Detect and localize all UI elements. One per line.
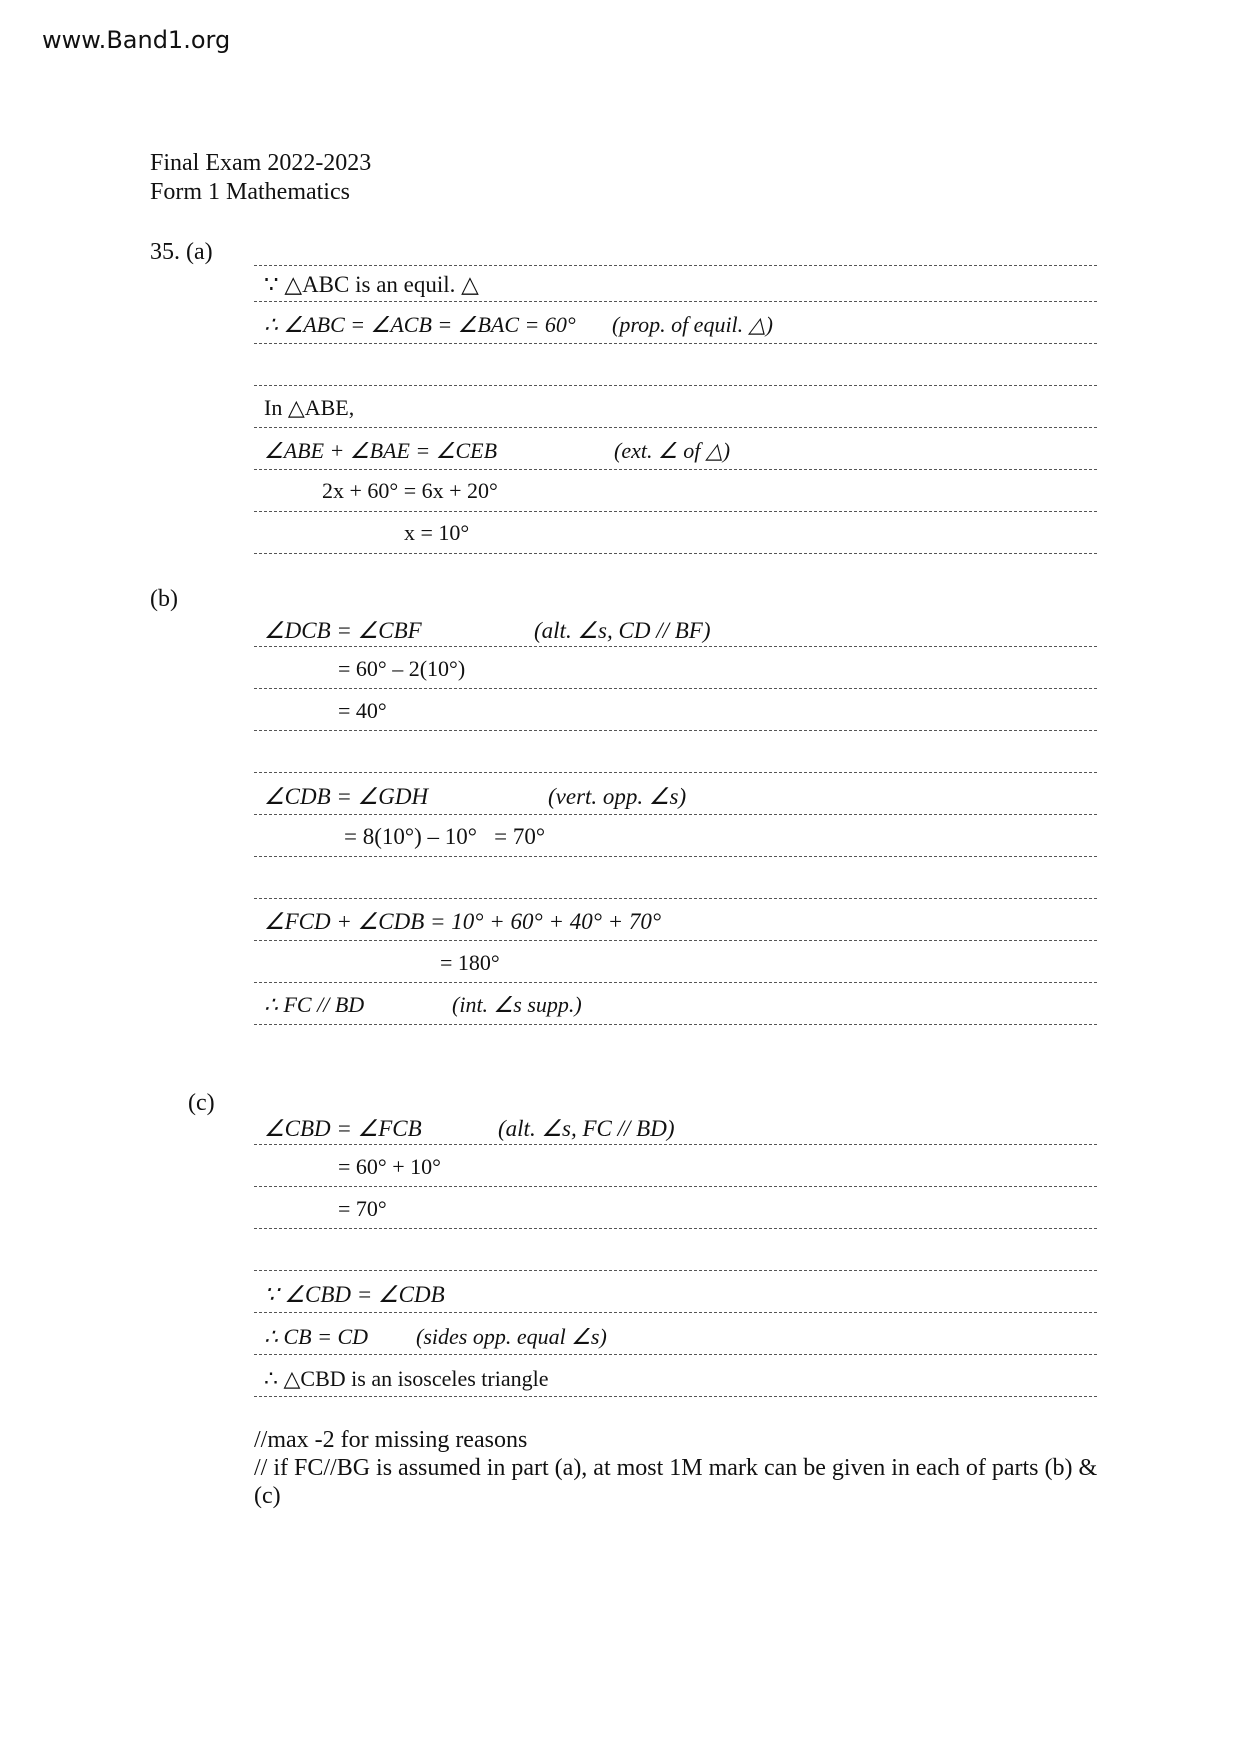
part-a-line-6: x = 10° bbox=[404, 520, 470, 545]
answer-rule bbox=[254, 301, 1097, 302]
answer-rule bbox=[254, 1228, 1097, 1229]
answer-rule bbox=[254, 265, 1097, 266]
answer-rule bbox=[254, 1144, 1097, 1145]
part-b-line-4-reason: (vert. opp. ∠s) bbox=[548, 784, 687, 809]
part-c-line-2: = 60° + 10° bbox=[338, 1154, 441, 1179]
part-c-line-4: ∵ ∠CBD = ∠CDB bbox=[264, 1282, 445, 1307]
part-b-line-4: ∠CDB = ∠GDH bbox=[264, 784, 429, 809]
answer-rule bbox=[254, 385, 1097, 386]
answer-rule bbox=[254, 898, 1097, 899]
question-label: 35. (a) bbox=[150, 239, 213, 265]
answer-rule bbox=[254, 856, 1097, 857]
part-b-line-8-reason: (int. ∠s supp.) bbox=[452, 992, 582, 1017]
site-watermark: www.Band1.org bbox=[42, 26, 231, 54]
part-a-line-5: 2x + 60° = 6x + 20° bbox=[322, 478, 498, 503]
answer-rule bbox=[254, 814, 1097, 815]
answer-rule bbox=[254, 646, 1097, 647]
answer-rule bbox=[254, 343, 1097, 344]
marking-note-2: // if FC//BG is assumed in part (a), at most 1M mark can be given in each of parts (b) & (c) bbox=[254, 1455, 1098, 1509]
part-b-line-6: ∠FCD + ∠CDB = 10° + 60° + 40° + 70° bbox=[264, 909, 662, 934]
answer-rule bbox=[254, 688, 1097, 689]
part-c-line-5: ∴ CB = CD bbox=[264, 1324, 369, 1349]
part-b-line-2: = 60° – 2(10°) bbox=[338, 656, 466, 681]
exam-subject: Form 1 Mathematics bbox=[150, 179, 350, 205]
part-c-line-3: = 70° bbox=[338, 1196, 387, 1221]
answer-rule bbox=[254, 553, 1097, 554]
part-b-line-8: ∴ FC // BD bbox=[264, 992, 365, 1017]
answer-rule bbox=[254, 1354, 1097, 1355]
answer-rule bbox=[254, 427, 1097, 428]
part-b-line-1: ∠DCB = ∠CBF bbox=[264, 618, 422, 643]
answer-rule bbox=[254, 1312, 1097, 1313]
answer-rule bbox=[254, 511, 1097, 512]
part-b-label: (b) bbox=[150, 586, 178, 612]
answer-rule bbox=[254, 1186, 1097, 1187]
part-c-line-1: ∠CBD = ∠FCB bbox=[264, 1116, 422, 1141]
answer-rule bbox=[254, 1024, 1097, 1025]
part-c-line-5-reason: (sides opp. equal ∠s) bbox=[416, 1324, 607, 1349]
answer-rule bbox=[254, 1396, 1097, 1397]
answer-rule bbox=[254, 772, 1097, 773]
part-a-line-2-reason: (prop. of equil. △) bbox=[612, 312, 773, 337]
part-c-line-1-reason: (alt. ∠s, FC // BD) bbox=[498, 1116, 675, 1141]
answer-rule bbox=[254, 940, 1097, 941]
part-a-line-3: In △ABE, bbox=[264, 395, 355, 420]
answer-rule bbox=[254, 730, 1097, 731]
part-b-line-7: = 180° bbox=[440, 950, 500, 975]
answer-rule bbox=[254, 1270, 1097, 1271]
part-b-line-5: = 8(10°) – 10° = 70° bbox=[344, 824, 546, 849]
part-a-line-1: ∵ △ABC is an equil. △ bbox=[264, 272, 479, 297]
part-b-line-1-reason: (alt. ∠s, CD // BF) bbox=[534, 618, 711, 643]
part-a-line-4-reason: (ext. ∠ of △) bbox=[614, 438, 731, 463]
answer-rule bbox=[254, 982, 1097, 983]
marking-note-1: //max -2 for missing reasons bbox=[254, 1427, 528, 1453]
part-c-label: (c) bbox=[188, 1090, 215, 1116]
part-b-line-3: = 40° bbox=[338, 698, 387, 723]
exam-title: Final Exam 2022-2023 bbox=[150, 150, 372, 176]
part-c-line-6: ∴ △CBD is an isosceles triangle bbox=[264, 1366, 549, 1391]
answer-rule bbox=[254, 469, 1097, 470]
part-a-line-4: ∠ABE + ∠BAE = ∠CEB bbox=[264, 438, 498, 463]
part-a-line-2: ∴ ∠ABC = ∠ACB = ∠BAC = 60° bbox=[264, 312, 576, 337]
